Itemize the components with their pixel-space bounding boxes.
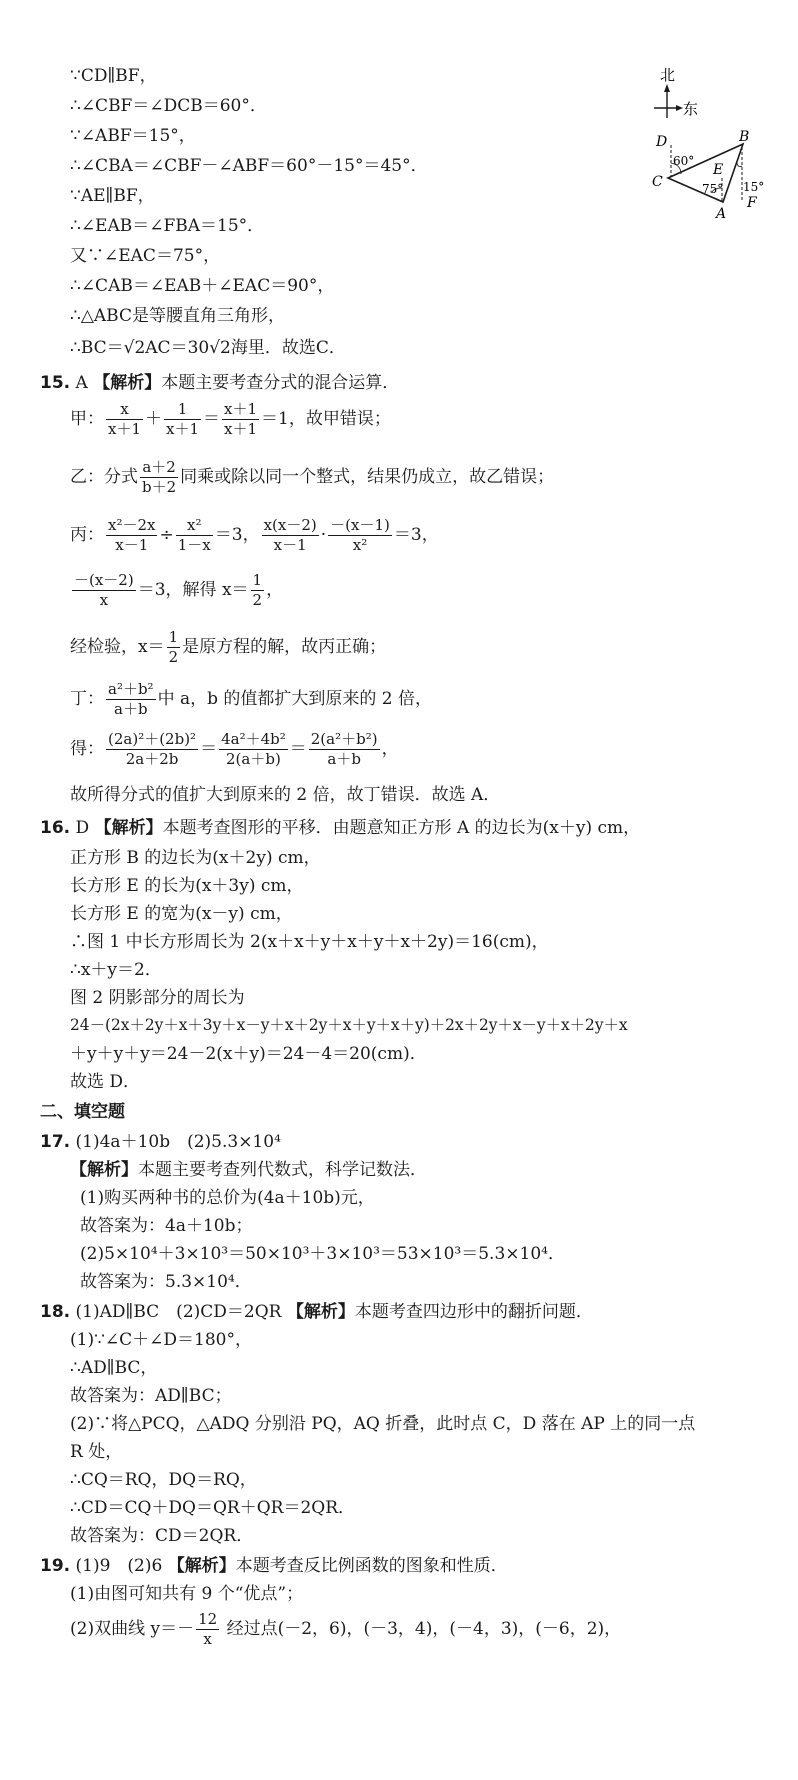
label-d: D bbox=[656, 134, 668, 150]
analysis-intro: 本题考查图形的平移．由题意知正方形 A 的边长为(x＋y) cm， bbox=[162, 818, 641, 838]
angle-75: 75° bbox=[702, 182, 724, 196]
q15-header bbox=[40, 375, 399, 392]
proof-line: ∴BC＝√2AC＝30√2海里．故选C． bbox=[70, 338, 346, 358]
q15-yi-line: 乙：分式 $\frac{a+2}{b+2}$ 同乘或除以同一个整式，结果仍成立，故乙错误； bbox=[70, 458, 555, 496]
solution-line: (1)由图可知共有 9 个“优点”； bbox=[70, 1584, 304, 1604]
answer-text: (1)4a＋10b (2)5.3×10⁴ bbox=[75, 1132, 281, 1152]
q15-ding-line: 丁： $\frac{\text{a²＋b²}}{a+b}$ 中 a，b 的值都扩大到原来的 2 倍， bbox=[70, 680, 433, 718]
q19-header bbox=[40, 1558, 508, 1575]
question-number: 15. bbox=[40, 373, 71, 393]
solution-line: 24－(2x＋2y＋x＋3y＋x－y＋x＋2y＋x＋y＋x＋y)＋2x＋2y＋x－y＋x＋2y＋x bbox=[70, 1016, 628, 1034]
answer-choice: D bbox=[75, 818, 90, 838]
solution-line: ∴x＋y＝2． bbox=[70, 960, 162, 980]
q15-de-line: 得： $\frac{\text{(2a)²＋(2b)²}}{2a+2b}$ ＝ $\frac{\text{4a²＋4b²}}{2(a+b)}$ ＝ $\frac{\text{2(a²＋b²)}}{a+b}$ ， bbox=[70, 730, 399, 768]
label-f: F bbox=[747, 195, 757, 211]
proof-line: ∴∠CAB＝∠EAB＋∠EAC＝90°， bbox=[70, 276, 335, 296]
solution-line: (1)∵∠C＋∠D＝180°， bbox=[70, 1330, 252, 1350]
answer-text: (1)9 (2)6 bbox=[75, 1556, 163, 1576]
solution-line: 长方形 E 的宽为(x－y) cm， bbox=[70, 904, 293, 924]
analysis-intro: 本题考查四边形中的翻折问题． bbox=[354, 1302, 593, 1322]
label-e: E bbox=[713, 162, 724, 178]
triangle-direction-diagram bbox=[650, 62, 770, 232]
q17-header bbox=[40, 1134, 281, 1151]
proof-line: ∴∠EAB＝∠FBA＝15°． bbox=[70, 216, 265, 236]
proof-line: ∵AE∥BF， bbox=[70, 186, 155, 206]
solution-line: (1)购买两种书的总价为(4a＋10b)元， bbox=[80, 1188, 375, 1208]
solution-line: 故答案为：5.3×10⁴． bbox=[80, 1272, 252, 1292]
proof-line: ∴∠CBA＝∠CBF－∠ABF＝60°－15°＝45°． bbox=[70, 156, 428, 176]
angle-15: 15° bbox=[743, 180, 765, 194]
solution-line: (2)5×10⁴＋3×10³＝50×10³＋3×10³＝53×10³＝5.3×10⁴． bbox=[80, 1244, 565, 1264]
solution-line: 正方形 B 的边长为(x＋2y) cm， bbox=[70, 848, 321, 868]
analysis-tag: 【解析】 bbox=[93, 373, 162, 393]
q19-hyperbola-line: (2)双曲线 y＝－ $\frac{12}{x}$ 经过点(－2，6)，(－3，4)，(－4，3)，(－6，2)， bbox=[70, 1610, 622, 1648]
solution-line: R 处， bbox=[70, 1442, 123, 1462]
compass-icon bbox=[654, 84, 683, 118]
analysis-tag: 【解析】 bbox=[167, 1556, 236, 1576]
solution-line: 图 2 阴影部分的周长为 bbox=[70, 988, 245, 1008]
q15-jia-line: 甲： $\frac{x}{x+1}$ ＋ $\frac{1}{x+1}$ ＝ $\frac{x+1}{x+1}$ ＝1，故甲错误； bbox=[70, 400, 391, 438]
analysis-tag: 【解析】 bbox=[286, 1302, 355, 1322]
analysis-intro: 本题主要考查列代数式，科学记数法． bbox=[138, 1160, 427, 1180]
angle-60: 60° bbox=[673, 154, 695, 168]
question-number: 19. bbox=[40, 1556, 71, 1576]
proof-line: ∵CD∥BF， bbox=[70, 66, 157, 86]
solution-line: 长方形 E 的长为(x＋3y) cm， bbox=[70, 876, 304, 896]
q15-bing-line: 丙： $\frac{\text{x²－2x}}{x-1}$ ÷ $\frac{\text{x²}}{1-x}$ ＝3， $\frac{x(x-2)}{x-1}$ · $\frac{-(x-1)}{\text{x²}}$ ＝3， bbox=[70, 516, 439, 554]
analysis-intro: 本题考查反比例函数的图象和性质． bbox=[235, 1556, 508, 1576]
solution-line: ∴图 1 中长方形周长为 2(x＋x＋y＋x＋y＋x＋2y)＝16(cm)， bbox=[70, 932, 549, 952]
q15-check-line: 经检验，x＝ $\frac{1}{2}$ 是原方程的解，故丙正确； bbox=[70, 628, 387, 666]
question-number: 16. bbox=[40, 818, 71, 838]
solution-line: (2)∵将△PCQ，△ADQ 分别沿 PQ，AQ 折叠，此时点 C，D 落在 AP 上的同一点 bbox=[70, 1414, 696, 1434]
q18-header bbox=[40, 1304, 593, 1321]
solution-line: ∴CQ＝RQ，DQ＝RQ， bbox=[70, 1470, 257, 1490]
analysis-intro: 本题主要考查分式的混合运算． bbox=[161, 373, 400, 393]
analysis-tag: 【解析】 bbox=[94, 818, 163, 838]
solution-line: ＋y＋y＋y＝24－2(x＋y)＝24－4＝20(cm)． bbox=[70, 1044, 427, 1064]
label-a: A bbox=[716, 206, 727, 222]
question-number: 18. bbox=[40, 1302, 71, 1322]
east-label: 东 bbox=[683, 100, 699, 118]
solution-line: 故答案为：4a＋10b； bbox=[80, 1216, 253, 1236]
solution-line: ∴CD＝CQ＋DQ＝QR＋QR＝2QR． bbox=[70, 1498, 355, 1518]
north-label: 北 bbox=[660, 66, 676, 84]
q17-analysis bbox=[70, 1162, 427, 1179]
section-heading: 二、填空题 bbox=[40, 1102, 125, 1122]
solution-line: 故选 D． bbox=[70, 1072, 141, 1092]
q16-header bbox=[40, 820, 640, 837]
solution-line: ∴AD∥BC， bbox=[70, 1358, 158, 1378]
proof-line: ∵∠ABF＝15°， bbox=[70, 126, 196, 146]
solution-line: 故答案为：CD＝2QR． bbox=[70, 1526, 254, 1546]
answer-choice: A bbox=[75, 373, 88, 393]
question-number: 17. bbox=[40, 1132, 71, 1152]
proof-line: 又∵∠EAC＝75°， bbox=[70, 246, 221, 266]
analysis-tag: 【解析】 bbox=[70, 1160, 138, 1180]
q15-bing-line-2: $\frac{-(x-2)}{x}$ ＝3，解得 x＝ $\frac{1}{2}$ ， bbox=[74, 571, 284, 609]
label-b: B bbox=[739, 129, 750, 145]
proof-line: ∴△ABC是等腰直角三角形， bbox=[70, 306, 285, 326]
q15-final: 故所得分式的值扩大到原来的 2 倍，故丁错误．故选 A． bbox=[70, 785, 501, 805]
label-c: C bbox=[652, 174, 663, 190]
proof-line: ∴∠CBF＝∠DCB＝60°． bbox=[70, 96, 267, 116]
answer-text: (1)AD∥BC (2)CD＝2QR bbox=[75, 1302, 282, 1322]
solution-line: 故答案为：AD∥BC； bbox=[70, 1386, 232, 1406]
